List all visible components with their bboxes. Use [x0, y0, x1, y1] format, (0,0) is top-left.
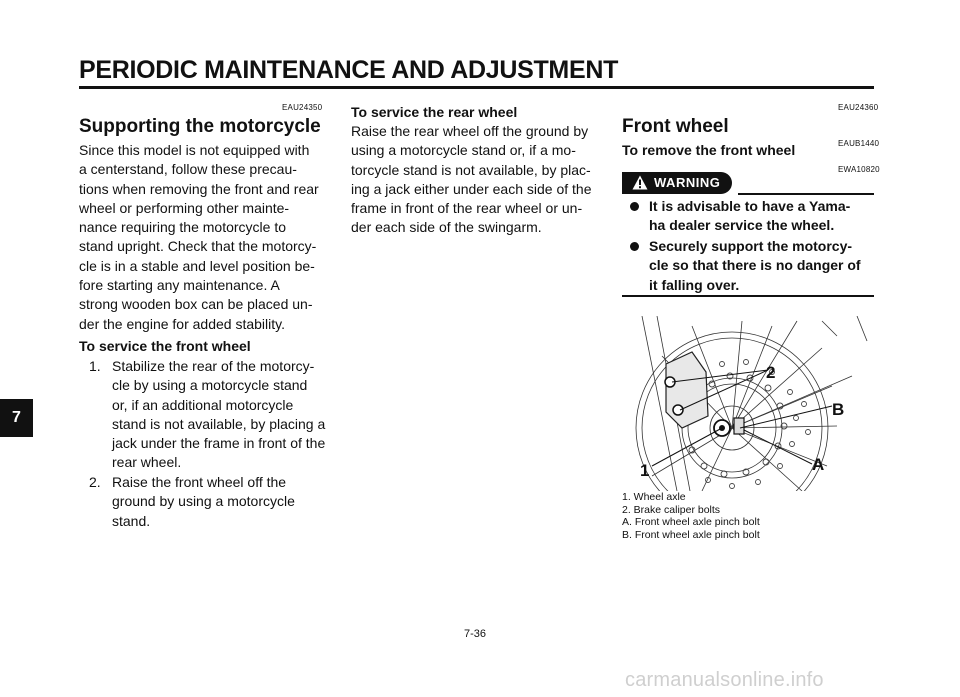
warning-rule	[738, 193, 874, 195]
caption-line: 1. Wheel axle	[622, 491, 686, 503]
caption-line: 2. Brake caliper bolts	[622, 503, 721, 516]
text-line: nance requiring the motorcycle to	[79, 219, 286, 236]
text-line: strong wooden box can be placed un-	[79, 296, 313, 313]
page-number: 7-36	[464, 628, 487, 640]
warning-label: WARNING	[654, 175, 721, 190]
chapter-tab: 7	[0, 399, 33, 437]
text-line: torcycle stand is not available, by plac-	[351, 161, 591, 178]
text-line: cle by using a motorcycle stand	[112, 377, 308, 394]
section-heading: Supporting the motorcycle	[79, 116, 321, 137]
text-line: der each side of the swingarm.	[351, 219, 542, 236]
list-item	[89, 357, 337, 473]
text-line: der the engine for added stability.	[79, 315, 285, 332]
front-wheel-service-heading: To service the front wheel	[79, 338, 251, 354]
text-line: Raise the front wheel off the	[112, 474, 287, 490]
text-line: Stabilize the rear of the motorcy-	[112, 358, 315, 374]
text-line: or, if an additional motorcycle	[112, 396, 294, 413]
text-line: it falling over.	[649, 276, 740, 293]
text-line: It is advisable to have a Yama-	[649, 198, 851, 214]
section-code: EAU24360	[838, 103, 879, 112]
text-line: cle is in a stable and level position be-	[79, 257, 315, 274]
text-line: tions when removing the front and rear	[79, 180, 319, 197]
rear-wheel-service-heading: To service the rear wheel	[351, 104, 518, 120]
section-code: EAU24350	[282, 103, 323, 112]
warning-code: EWA10820	[838, 165, 880, 174]
bullet-icon	[630, 242, 639, 251]
title-rule	[79, 86, 874, 89]
warning-item	[630, 197, 874, 236]
list-number: 1.	[89, 358, 101, 374]
warning-item	[630, 237, 874, 295]
figure-label-1: 1	[640, 461, 650, 480]
front-wheel-heading: Front wheel	[622, 116, 729, 137]
intro-paragraph	[79, 141, 337, 334]
text-line: Since this model is not equipped with	[79, 142, 310, 158]
text-line: a centerstand, follow these precau-	[79, 161, 297, 178]
caption-line: A. Front wheel axle pinch bolt	[622, 516, 760, 528]
caption-line: B. Front wheel axle pinch bolt	[622, 528, 760, 541]
text-line: stand.	[112, 512, 151, 529]
text-line: stand upright. Check that the motorcy-	[79, 238, 317, 255]
text-line: frame in front of the rear wheel or un-	[351, 200, 583, 217]
text-line: stand is not available, by placing a	[112, 415, 326, 432]
figure-label-b: B	[832, 400, 845, 419]
text-line: fore starting any maintenance. A	[79, 277, 280, 294]
watermark: carmanualsonline.info	[625, 669, 824, 691]
figure-label-2: 2	[766, 363, 776, 382]
warning-end-rule	[622, 295, 874, 297]
list-number: 2.	[89, 474, 101, 490]
warning-badge	[622, 172, 732, 194]
rear-wheel-paragraph	[351, 122, 605, 238]
text-line: Securely support the motorcy-	[649, 238, 853, 254]
figure-label-a: A	[812, 455, 825, 474]
list-item	[89, 473, 337, 531]
text-line: wheel or performing other mainte-	[79, 199, 290, 216]
text-line: rear wheel.	[112, 454, 182, 471]
text-line: Raise the rear wheel off the ground by	[351, 123, 589, 139]
text-line: jack under the frame in front of the	[112, 435, 326, 452]
text-line: cle so that there is no danger of	[649, 257, 861, 274]
text-line: using a motorcycle stand or, if a mo-	[351, 142, 576, 159]
bullet-icon	[630, 202, 639, 211]
page-title: PERIODIC MAINTENANCE AND ADJUSTMENT	[79, 56, 619, 84]
figure-caption	[622, 491, 760, 541]
remove-front-wheel-heading: To remove the front wheel	[622, 142, 796, 158]
wheel-illustration	[622, 316, 873, 491]
text-line: ing a jack either under each side of the	[351, 180, 592, 197]
warning-triangle-icon	[632, 175, 648, 195]
text-line: ground by using a motorcycle	[112, 493, 295, 510]
subsection-code: EAUB1440	[838, 139, 880, 148]
text-line: ha dealer service the wheel.	[649, 217, 835, 234]
